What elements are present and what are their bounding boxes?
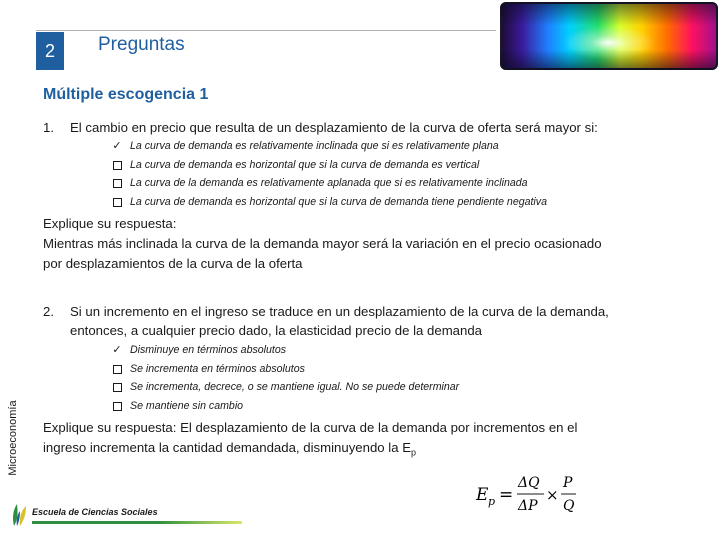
- formula-lhs: E: [476, 485, 489, 505]
- formula-equals: =: [499, 485, 514, 505]
- option-item: La curva de la demanda es relativamente aplanada que si es relativamente inclinada: [111, 174, 547, 193]
- question-text: Si un incremento en el ingreso se traduce en un desplazamiento de la curva de la demanda,: [70, 304, 609, 319]
- elasticity-formula: [472, 470, 582, 518]
- side-label: Microeconomía: [7, 400, 19, 476]
- option-item: La curva de demanda es horizontal que si la curva de demanda es vertical: [111, 156, 547, 175]
- option-item: ✓ Disminuye en términos absolutos: [111, 341, 459, 360]
- question-2-options: [111, 341, 459, 416]
- logo-text: Escuela de Ciencias Sociales: [32, 507, 158, 517]
- footer-logo: [10, 502, 236, 530]
- slide-number-badge: [36, 32, 64, 70]
- question-number: 1.: [43, 120, 54, 135]
- formula-numerator-1: ΔQ: [518, 475, 540, 491]
- checkbox-icon: [113, 402, 122, 411]
- formula-denominator-2: Q: [563, 498, 575, 514]
- option-item: Se mantiene sin cambio: [111, 397, 459, 416]
- question-1-explanation: Explique su respuesta: Mientras más inclinada la curva de la demanda mayor será la variación en el precio ocasionado por desplazamientos de la curva de la oferta: [43, 216, 602, 271]
- spectrum-banner-image: [500, 2, 718, 70]
- question-number: 2.: [43, 304, 54, 319]
- check-icon: ✓: [112, 140, 122, 152]
- check-icon: ✓: [112, 344, 122, 356]
- logo-underline: [32, 521, 242, 524]
- question-text: entonces, a cualquier precio dado, la elasticidad precio de la demanda: [70, 323, 483, 338]
- option-item: ✓ La curva de demanda es relativamente inclinada que si es relativamente plana: [111, 137, 547, 156]
- option-item: La curva de demanda es horizontal que si la curva de demanda tiene pendiente negativa: [111, 193, 547, 212]
- formula-lhs-subscript: p: [488, 495, 496, 508]
- question-1-options: [111, 137, 547, 212]
- page-title: Preguntas: [98, 34, 185, 55]
- question-2-explanation: Explique su respuesta: El desplazamiento de la curva de la demanda por incrementos en el ingreso incrementa la cantidad demandada, disminuyendo la $E_p$: [43, 420, 578, 458]
- formula-numerator-2: P: [563, 475, 573, 491]
- formula-times: ×: [546, 486, 559, 504]
- checkbox-icon: [113, 198, 122, 207]
- option-item: Se incrementa en términos absolutos: [111, 360, 459, 379]
- question-text: El cambio en precio que resulta de un desplazamiento de la curva de oferta será mayor si:: [70, 120, 598, 135]
- option-item: Se incrementa, decrece, o se mantiene igual. No se puede determinar: [111, 378, 459, 397]
- checkbox-icon: [113, 365, 122, 374]
- slide-number: 2: [44, 40, 55, 61]
- checkbox-icon: [113, 179, 122, 188]
- checkbox-icon: [113, 161, 122, 170]
- formula-denominator-1: ΔP: [518, 498, 538, 514]
- logo-leaf-icon: [10, 502, 30, 528]
- checkbox-icon: [113, 383, 122, 392]
- section-subtitle: Múltiple escogencia 1: [43, 86, 209, 103]
- header-rule: [36, 30, 496, 31]
